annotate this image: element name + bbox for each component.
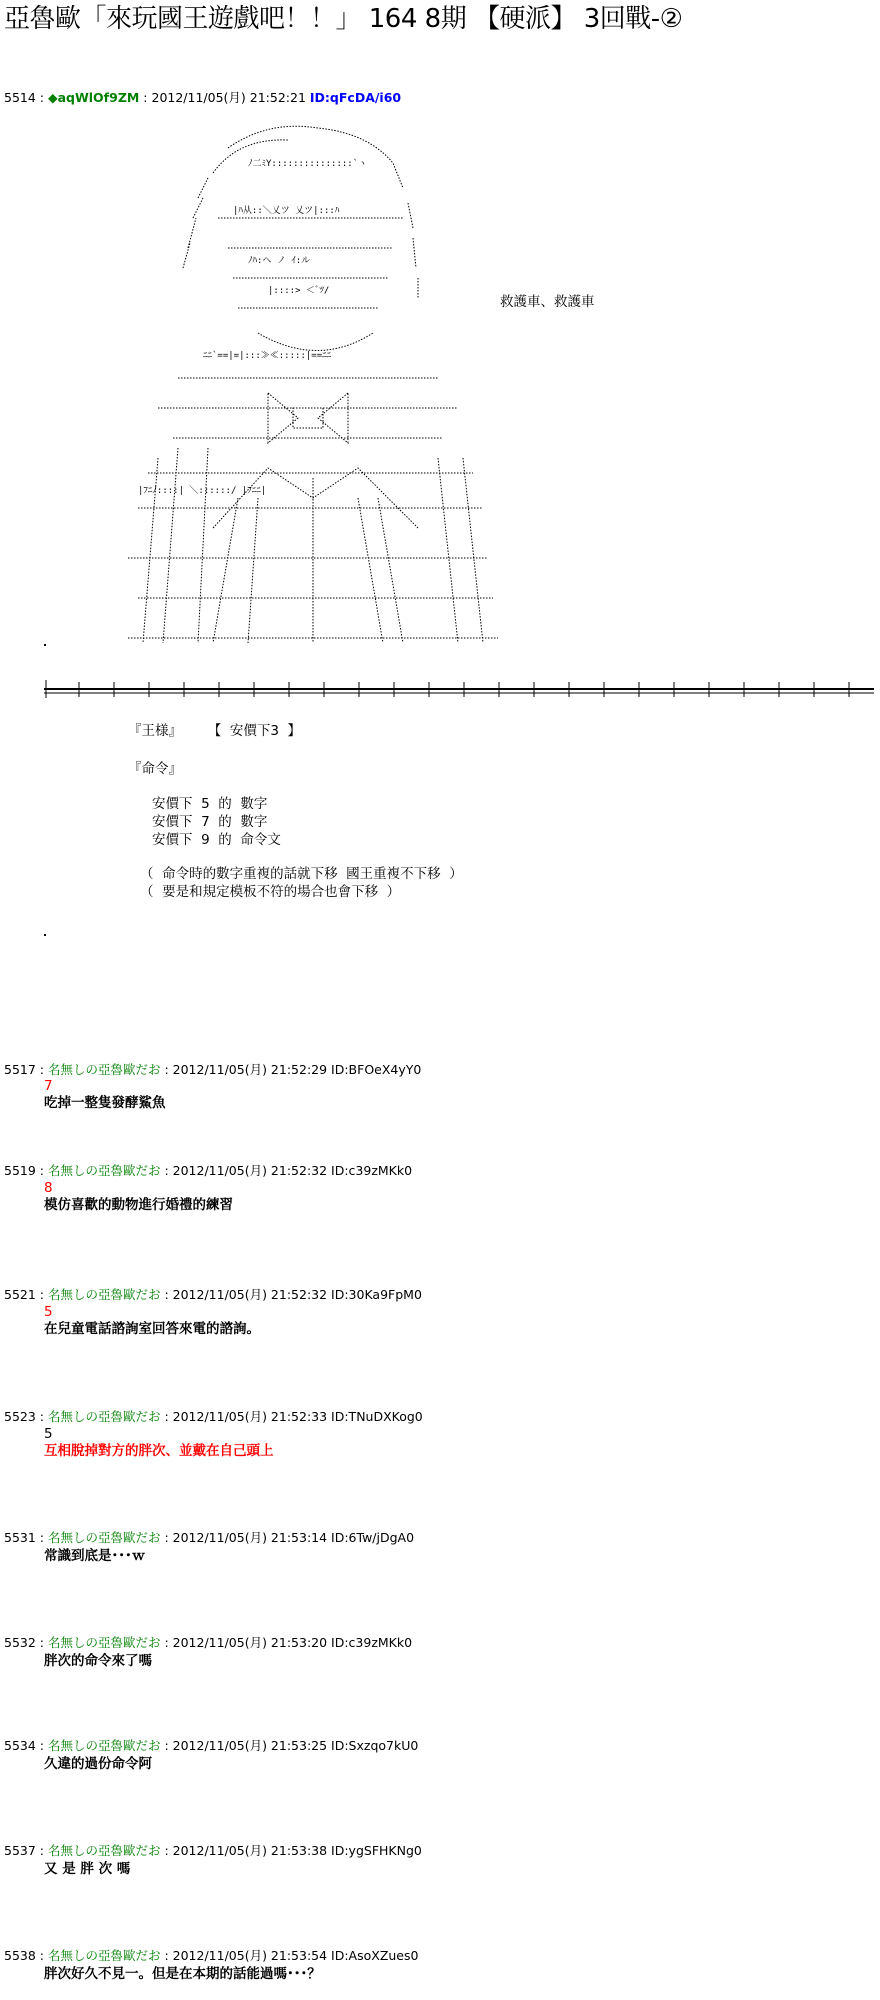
note-line-1: （ 命令時的數字重複的話就下移 國王重複不下移 ） — [140, 866, 463, 882]
side-text: 救護車、救護車 — [500, 294, 595, 310]
post-number[interactable]: 5531 : — [4, 1530, 44, 1545]
poster-name: 名無しの亞魯歐だお — [44, 1409, 161, 1424]
post-header-5538 — [4, 1948, 418, 1964]
svg-text:|ﾊ从::＼乂ツ 乂ツ|:::ﾊ: |ﾊ从::＼乂ツ 乂ツ|:::ﾊ — [233, 206, 340, 216]
post-body-line: 7 — [44, 1078, 53, 1094]
post-meta: : 2012/11/05(月) 21:53:14 ID:6Tw/jDgA0 — [160, 1530, 415, 1545]
poster-trip: ◆aqWlOf9ZM — [47, 90, 140, 105]
post-number[interactable]: 5521 : — [4, 1287, 44, 1302]
post-header-5523 — [4, 1409, 423, 1425]
divider-ruler — [44, 678, 874, 700]
order-line-1: 安價下 5 的 數字 — [152, 796, 268, 812]
post-number[interactable]: 5534 : — [4, 1738, 44, 1753]
separator: : — [139, 90, 148, 105]
poster-name: 名無しの亞魯歐だお — [44, 1062, 161, 1077]
king-line: 『王様』 【 安價下3 】 — [128, 723, 302, 739]
svg-text:ﾆﾆ`==|=|:::≫≪:::::|==ﾆﾆ: ﾆﾆ`==|=|:::≫≪:::::|==ﾆﾆ — [203, 351, 332, 361]
order-line-3: 安價下 9 的 命令文 — [152, 832, 281, 848]
post-body-line: 胖次好久不見一。但是在本期的話能過嗎･･･？ — [44, 1966, 321, 1982]
post-meta: : 2012/11/05(月) 21:52:29 ID:BFOeX4yY0 — [160, 1062, 422, 1077]
note-line-2: （ 要是和規定模板不符的場合也會下移 ） — [140, 884, 401, 900]
post-body-line: 5 — [44, 1304, 53, 1320]
post-body-line: 吃掉一整隻發酵鯊魚 — [44, 1095, 166, 1111]
post-header-5532 — [4, 1635, 412, 1651]
post-body-line: 常識到底是･･･ｗ — [44, 1548, 146, 1564]
poster-name: 名無しの亞魯歐だお — [44, 1163, 161, 1178]
poster-name: 名無しの亞魯歐だお — [44, 1738, 161, 1753]
poster-name: 名無しの亞魯歐だお — [44, 1843, 161, 1858]
poster-name: 名無しの亞魯歐だお — [44, 1287, 161, 1302]
post-number[interactable]: 5517 : — [4, 1062, 44, 1077]
post-number[interactable]: 5532 : — [4, 1635, 44, 1650]
poster-name: 名無しの亞魯歐だお — [44, 1635, 161, 1650]
post-body-line: 胖次的命令來了嗎 — [44, 1653, 152, 1669]
post-meta: : 2012/11/05(月) 21:52:32 ID:30Ka9FpM0 — [160, 1287, 422, 1302]
svg-text:|ﾌﾆﾉ::::| ＼::::::/ |ﾌﾆﾆ|: |ﾌﾆﾉ::::| ＼::::::/ |ﾌﾆﾆ| — [138, 486, 267, 496]
poster-name: 名無しの亞魯歐だお — [44, 1530, 161, 1545]
post-header-5534 — [4, 1738, 418, 1754]
post-body-line: 5 — [44, 1426, 53, 1442]
page-title: 亞魯歐「來玩國王遊戲吧！！」 164 8期 【硬派】 3回戰-② — [4, 4, 683, 34]
post-meta: : 2012/11/05(月) 21:53:25 ID:Sxzqo7kU0 — [160, 1738, 419, 1753]
post-header-5514 — [4, 90, 401, 106]
post-body-line: 又 是 胖 次 嗎 — [44, 1861, 131, 1877]
post-meta: : 2012/11/05(月) 21:53:38 ID:ygSFHKNg0 — [160, 1843, 422, 1858]
dot-mark — [44, 644, 46, 646]
post-number[interactable]: 5523 : — [4, 1409, 44, 1424]
post-body-line: 互相脫掉對方的胖次、並戴在自己頭上 — [44, 1443, 274, 1459]
svg-text:ﾉﾊ:ヘ ノ ｲ:ル: ﾉﾊ:ヘ ノ ｲ:ル — [248, 256, 311, 266]
poster-id[interactable]: ID:qFcDA/i60 — [309, 90, 402, 105]
post-body-line: 模仿喜歡的動物進行婚禮的練習 — [44, 1197, 233, 1213]
post-meta: : 2012/11/05(月) 21:52:33 ID:TNuDXKog0 — [160, 1409, 423, 1424]
post-body-line: 8 — [44, 1180, 53, 1196]
post-header-5531 — [4, 1530, 414, 1546]
post-header-5517 — [4, 1062, 421, 1078]
poster-name: 名無しの亞魯歐だお — [44, 1948, 161, 1963]
order-line-2: 安價下 7 的 數字 — [152, 814, 268, 830]
dot-mark — [44, 934, 46, 936]
order-heading: 『命令』 — [128, 761, 182, 777]
post-header-5521 — [4, 1287, 422, 1303]
post-meta: : 2012/11/05(月) 21:52:32 ID:c39zMKk0 — [160, 1163, 413, 1178]
post-body-line: 在兒童電話諮詢室回答來電的諮詢。 — [44, 1321, 260, 1337]
post-number[interactable]: 5519 : — [4, 1163, 44, 1178]
post-number[interactable]: 5514 : — [4, 90, 44, 105]
post-meta: : 2012/11/05(月) 21:53:54 ID:AsoXZues0 — [160, 1948, 419, 1963]
svg-text:ﾉ二ﾐY:::::::::::::::`ヽ: ﾉ二ﾐY:::::::::::::::`ヽ — [248, 159, 368, 169]
post-header-5519 — [4, 1163, 412, 1179]
post-body-line: 久違的過份命令阿 — [44, 1756, 152, 1772]
post-meta: : 2012/11/05(月) 21:53:20 ID:c39zMKk0 — [160, 1635, 413, 1650]
post-number[interactable]: 5538 : — [4, 1948, 44, 1963]
ascii-art-figure — [118, 118, 498, 648]
svg-text:|::::> ＜ﾞﾂ/: |::::> ＜ﾞﾂ/ — [268, 286, 330, 296]
post-header-5537 — [4, 1843, 422, 1859]
post-date: 2012/11/05(月) 21:52:21 — [147, 90, 310, 105]
post-number[interactable]: 5537 : — [4, 1843, 44, 1858]
